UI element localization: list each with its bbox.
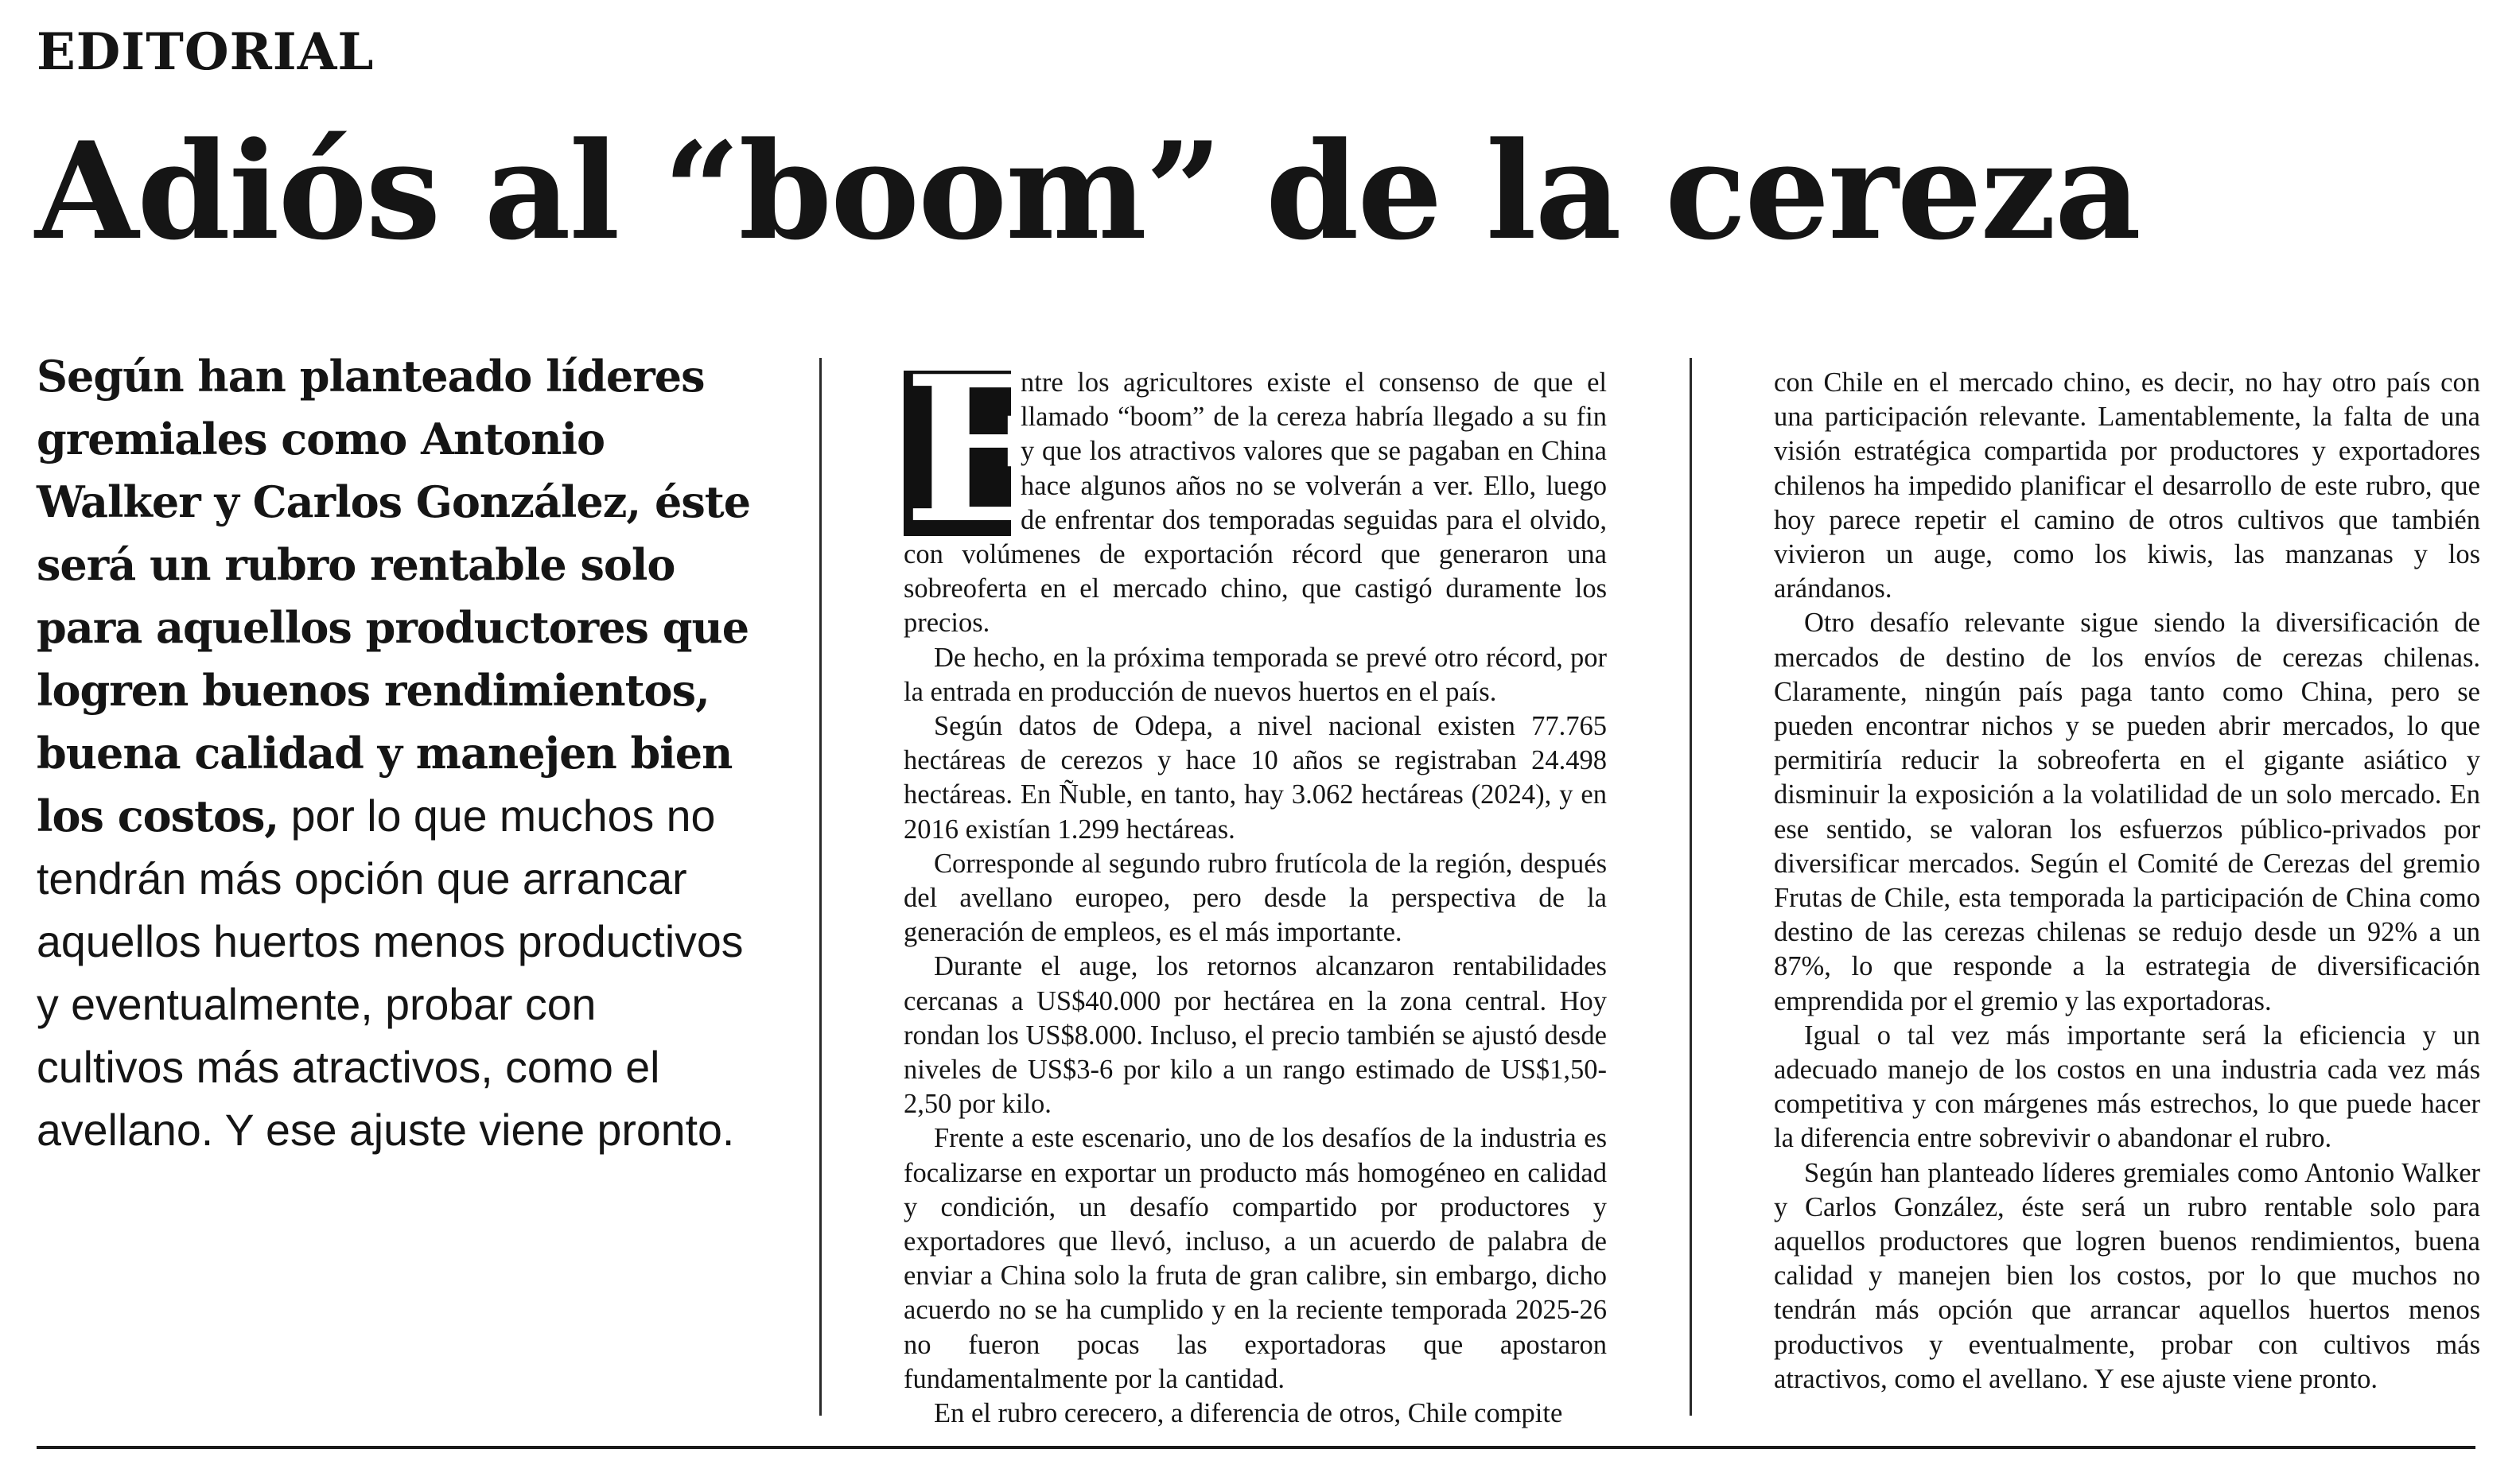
body-column-middle: [904, 332, 1607, 1431]
paragraph: Corresponde al segundo rubro frutícola de la región, después del avellano europeo, pero desde la perspectiva de la generación de empleos, es el más importante.: [904, 848, 1607, 948]
column-rule-left: [819, 358, 822, 1416]
paragraph: con Chile en el mercado chino, es decir, no hay otro país con una participación relevante. Lamentablemente, la falta de una visión estratégica compartida por productores y exportadores chilenos ha impedido planificar el desarrollo de este rubro, que hoy parece repetir el camino de otros cultivos que también vivieron un auge, como los kiwis, las manzanas y los arándanos.: [1774, 367, 2480, 604]
headline: Adiós al “boom” de la cereza: [35, 112, 2140, 270]
paragraph: Durante el auge, los retornos alcanzaron rentabilidades cercanas a US$40.000 por hectárea en la zona central. Hoy rondan los US$8.000. Incluso, el precio también se ajustó desde niveles de US$3-6 por kilo a un rango estimado de US$1,50-2,50 por kilo.: [904, 951, 1607, 1120]
section-label: EDITORIAL: [37, 22, 375, 82]
lede: [37, 345, 752, 1162]
paragraph: Igual o tal vez más importante será la eficiencia y un adecuado manejo de los costos en una industria cada vez más competitiva y con márgenes más estrechos, lo que puede hacer la diferencia entre sobrevivir o abandonar el rubro.: [1774, 1020, 2480, 1154]
body-column-right: [1774, 366, 2480, 1397]
paragraph: Frente a este escenario, uno de los desafíos de la industria es focalizarse en exportar un producto más homogéneo en calidad y condición, un desafío compartido por productores y exportadores que llevó, incluso, a un acuerdo de palabra de enviar a China solo la fruta de gran calibre, sin embargo, dicho acuerdo no se ha cumplido y en la reciente temporada 2025-26 no fueron pocas las exportadoras que apostaron fundamentalmente por la cantidad.: [904, 1123, 1607, 1394]
paragraph: ntre los agricultores existe el consenso de que el llamado “boom” de la cereza habría llegado a su fin y que los atractivos valores que se pagaban en China hace algunos años no se volverán a ver. Ello, luego de enfrentar dos temporadas seguidas para el olvido, con volúmenes de exportación récord que generaron una sobreoferta en el mercado chino, que castigó duramente los precios.: [904, 367, 1607, 639]
column-rule-right: [1690, 358, 1692, 1416]
lede-regular-text: por lo que muchos no tendrán más opción que arrancar aquellos huertos menos productivos y eventualmente, probar con cultivos más atractivos, como el avellano. Y ese ajuste viene pronto.: [37, 791, 744, 1155]
paragraph: Según han planteado líderes gremiales como Antonio Walker y Carlos González, éste será un rubro rentable solo para aquellos productores que logren buenos rendimientos, buena calidad y manejen bien los costos, por lo que muchos no tendrán más opción que arrancar aquellos huertos menos productivos y eventualmente, probar con cultivos más atractivos, como el avellano. Y ese ajuste viene pronto.: [1774, 1157, 2480, 1394]
paragraph: Otro desafío relevante sigue siendo la diversificación de mercados de destino de los envíos de cerezas chilenas. Claramente, ningún país paga tanto como China, pero se pueden encontrar nichos y se pueden abrir mercados, lo que permitiría reducir la sobreoferta en el gigante asiático y disminuir la exposición a la volatilidad de un solo mercado. En ese sentido, se valoran los esfuerzos público-privados por diversificar mercados. Según el Comité de Cerezas del gremio Frutas de Chile, esta temporada la participación de China como destino de las cerezas chilenas se redujo desde un 92% a un 87%, lo que responde a la estrategia de diversificación emprendida por el gremio y las exportadoras.: [1774, 608, 2480, 1016]
paragraph: En el rubro cerecero, a diferencia de otros, Chile compite: [934, 1398, 1563, 1429]
drop-cap: E: [904, 332, 1057, 568]
lede-bold-text: Según han planteado líderes gremiales como Antonio Walker y Carlos González, éste será un rubro rentable solo para aquellos productores que logren buenos rendimientos, buena calidad y manejen bien los costos,: [37, 351, 751, 841]
paragraph: Según datos de Odepa, a nivel nacional existen 77.765 hectáreas de cerezos y hace 10 años se registraban 24.498 hectáreas. En Ñuble, en tanto, hay 3.062 hectáreas (2024), y en 2016 existían 1.299 hectáreas.: [904, 711, 1607, 845]
bottom-rule: [37, 1446, 2475, 1449]
paragraph: De hecho, en la próxima temporada se prevé otro récord, por la entrada en producción de nuevos huertos en el país.: [904, 642, 1607, 707]
